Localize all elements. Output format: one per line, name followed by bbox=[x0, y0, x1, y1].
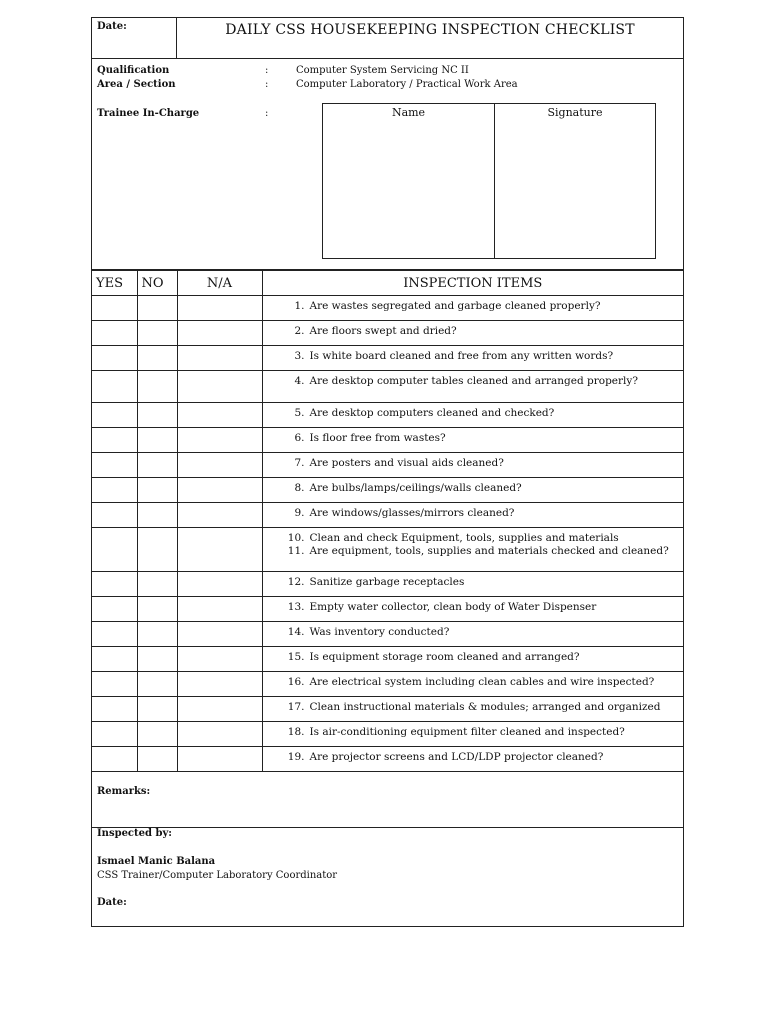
table-row bbox=[92, 321, 683, 346]
inspection-item bbox=[263, 528, 684, 545]
yes-checkbox-cell[interactable] bbox=[92, 747, 137, 772]
item-text: Is equipment storage room cleaned and arranged? bbox=[309, 651, 580, 663]
item-number: 7. bbox=[294, 457, 305, 469]
inspection-date-label: Date: bbox=[97, 897, 127, 908]
inspection-item bbox=[263, 697, 684, 714]
table-row bbox=[92, 346, 683, 371]
form-title: DAILY CSS HOUSEKEEPING INSPECTION CHECKLIST bbox=[225, 22, 635, 38]
trainee-signature-box bbox=[322, 103, 656, 259]
no-checkbox-cell[interactable] bbox=[137, 346, 177, 371]
na-checkbox-cell[interactable] bbox=[177, 672, 262, 697]
inspection-item bbox=[263, 647, 684, 664]
form-header bbox=[92, 18, 683, 59]
yes-checkbox-cell[interactable] bbox=[92, 403, 137, 428]
item-text: Empty water collector, clean body of Water Dispenser bbox=[309, 601, 597, 613]
inspected-section bbox=[92, 828, 683, 926]
yes-checkbox-cell[interactable] bbox=[92, 428, 137, 453]
inspector-name: Ismael Manic Balana bbox=[97, 856, 216, 867]
na-checkbox-cell[interactable] bbox=[177, 747, 262, 772]
yes-checkbox-cell[interactable] bbox=[92, 346, 137, 371]
table-row bbox=[92, 672, 683, 697]
item-text: Is floor free from wastes? bbox=[309, 432, 446, 444]
signature-column-header: Signature bbox=[547, 106, 603, 119]
no-checkbox-cell[interactable] bbox=[137, 672, 177, 697]
no-checkbox-cell[interactable] bbox=[137, 503, 177, 528]
inspection-item bbox=[263, 503, 684, 520]
date-label: Date: bbox=[97, 21, 127, 32]
trainee-label: Trainee In-Charge bbox=[97, 108, 200, 119]
item-text: Are floors swept and dried? bbox=[309, 325, 457, 337]
na-checkbox-cell[interactable] bbox=[177, 296, 262, 321]
table-row bbox=[92, 572, 683, 597]
yes-checkbox-cell[interactable] bbox=[92, 321, 137, 346]
table-row bbox=[92, 371, 683, 403]
inspection-item-cell bbox=[262, 572, 683, 597]
table-row bbox=[92, 428, 683, 453]
table-row bbox=[92, 528, 683, 572]
yes-checkbox-cell[interactable] bbox=[92, 453, 137, 478]
no-checkbox-cell[interactable] bbox=[137, 296, 177, 321]
inspection-item-cell bbox=[262, 296, 683, 321]
yes-checkbox-cell[interactable] bbox=[92, 622, 137, 647]
yes-checkbox-cell[interactable] bbox=[92, 478, 137, 503]
no-checkbox-cell[interactable] bbox=[137, 371, 177, 403]
table-row bbox=[92, 597, 683, 622]
table-row bbox=[92, 503, 683, 528]
no-checkbox-cell[interactable] bbox=[137, 321, 177, 346]
item-number: 18. bbox=[287, 726, 305, 738]
item-text: Clean and check Equipment, tools, supplies and materials bbox=[309, 532, 619, 544]
item-text: Are bulbs/lamps/ceilings/walls cleaned? bbox=[309, 482, 522, 494]
yes-checkbox-cell[interactable] bbox=[92, 371, 137, 403]
inspection-item-cell bbox=[262, 371, 683, 403]
yes-checkbox-cell[interactable] bbox=[92, 647, 137, 672]
inspection-item bbox=[263, 545, 684, 558]
name-column-header: Name bbox=[391, 106, 426, 119]
qualification-label: Qualification bbox=[97, 65, 170, 76]
na-checkbox-cell[interactable] bbox=[177, 428, 262, 453]
na-checkbox-cell[interactable] bbox=[177, 572, 262, 597]
yes-checkbox-cell[interactable] bbox=[92, 672, 137, 697]
inspection-item-cell bbox=[262, 403, 683, 428]
table-row bbox=[92, 296, 683, 321]
area-label: Area / Section bbox=[97, 79, 176, 90]
inspection-item-cell bbox=[262, 622, 683, 647]
inspection-item bbox=[263, 622, 684, 639]
item-text: Are electrical system including clean cables and wire inspected? bbox=[309, 676, 655, 688]
inspection-item bbox=[263, 478, 684, 495]
item-number: 11. bbox=[287, 545, 305, 557]
item-number: 17. bbox=[287, 701, 305, 713]
no-header: NO bbox=[137, 271, 177, 296]
checklist-form bbox=[91, 17, 684, 927]
no-checkbox-cell[interactable] bbox=[137, 647, 177, 672]
item-text: Are desktop computers cleaned and checked? bbox=[309, 407, 555, 419]
inspection-item bbox=[263, 371, 684, 388]
item-number: 8. bbox=[294, 482, 305, 494]
inspection-item-cell bbox=[262, 697, 683, 722]
yes-checkbox-cell[interactable] bbox=[92, 722, 137, 747]
na-checkbox-cell[interactable] bbox=[177, 528, 262, 572]
qualification-colon: : bbox=[265, 65, 269, 76]
area-value: Computer Laboratory / Practical Work Area bbox=[296, 79, 518, 90]
table-row bbox=[92, 478, 683, 503]
no-checkbox-cell[interactable] bbox=[137, 572, 177, 597]
na-checkbox-cell[interactable] bbox=[177, 371, 262, 403]
item-text: Sanitize garbage receptacles bbox=[309, 576, 465, 588]
signature-divider bbox=[494, 104, 495, 258]
trainee-colon: : bbox=[265, 108, 269, 119]
no-checkbox-cell[interactable] bbox=[137, 528, 177, 572]
inspection-items-header: INSPECTION ITEMS bbox=[262, 271, 683, 296]
yes-checkbox-cell[interactable] bbox=[92, 572, 137, 597]
inspection-item bbox=[263, 296, 684, 313]
na-checkbox-cell[interactable] bbox=[177, 697, 262, 722]
na-checkbox-cell[interactable] bbox=[177, 453, 262, 478]
item-number: 6. bbox=[294, 432, 305, 444]
inspection-item bbox=[263, 747, 684, 764]
table-row bbox=[92, 722, 683, 747]
inspection-item-cell bbox=[262, 597, 683, 622]
item-text: Are wastes segregated and garbage cleaned properly? bbox=[309, 300, 601, 312]
inspection-item bbox=[263, 572, 684, 589]
yes-checkbox-cell[interactable] bbox=[92, 597, 137, 622]
item-text: Is air-conditioning equipment filter cleaned and inspected? bbox=[309, 726, 625, 738]
yes-header: YES bbox=[92, 271, 137, 296]
yes-checkbox-cell[interactable] bbox=[92, 528, 137, 572]
no-checkbox-cell[interactable] bbox=[137, 428, 177, 453]
item-number: 2. bbox=[294, 325, 305, 337]
na-checkbox-cell[interactable] bbox=[177, 403, 262, 428]
qualification-value: Computer System Servicing NC II bbox=[296, 65, 469, 76]
inspection-item bbox=[263, 428, 684, 445]
na-header: N/A bbox=[177, 271, 262, 296]
na-checkbox-cell[interactable] bbox=[177, 321, 262, 346]
na-checkbox-cell[interactable] bbox=[177, 478, 262, 503]
inspection-item-cell bbox=[262, 453, 683, 478]
inspected-by-label: Inspected by: bbox=[97, 828, 172, 839]
inspection-item-cell bbox=[262, 428, 683, 453]
item-number: 16. bbox=[287, 676, 305, 688]
item-text: Are desktop computer tables cleaned and arranged properly? bbox=[309, 375, 638, 387]
table-row bbox=[92, 453, 683, 478]
item-number: 12. bbox=[287, 576, 305, 588]
inspection-item bbox=[263, 321, 684, 338]
no-checkbox-cell[interactable] bbox=[137, 747, 177, 772]
item-number: 5. bbox=[294, 407, 305, 419]
remarks-label: Remarks: bbox=[97, 786, 151, 797]
inspection-item bbox=[263, 597, 684, 614]
no-checkbox-cell[interactable] bbox=[137, 697, 177, 722]
yes-checkbox-cell[interactable] bbox=[92, 503, 137, 528]
date-cell[interactable] bbox=[92, 18, 177, 58]
na-checkbox-cell[interactable] bbox=[177, 722, 262, 747]
na-checkbox-cell[interactable] bbox=[177, 346, 262, 371]
inspection-item-cell bbox=[262, 346, 683, 371]
inspection-item-cell bbox=[262, 747, 683, 772]
area-colon: : bbox=[265, 79, 269, 90]
item-text: Is white board cleaned and free from any written words? bbox=[309, 350, 614, 362]
no-checkbox-cell[interactable] bbox=[137, 597, 177, 622]
table-row bbox=[92, 747, 683, 772]
no-checkbox-cell[interactable] bbox=[137, 403, 177, 428]
inspection-item-cell bbox=[262, 503, 683, 528]
item-number: 19. bbox=[287, 751, 305, 763]
item-number: 1. bbox=[294, 300, 305, 312]
no-checkbox-cell[interactable] bbox=[137, 622, 177, 647]
info-section bbox=[92, 59, 683, 270]
item-number: 13. bbox=[287, 601, 305, 613]
item-text: Are equipment, tools, supplies and materials checked and cleaned? bbox=[309, 545, 669, 557]
table-row bbox=[92, 697, 683, 722]
inspection-item-cell bbox=[262, 722, 683, 747]
item-number: 14. bbox=[287, 626, 305, 638]
item-text: Clean instructional materials & modules; arranged and organized bbox=[309, 701, 661, 713]
item-number: 10. bbox=[287, 532, 305, 544]
table-row bbox=[92, 403, 683, 428]
table-row bbox=[92, 647, 683, 672]
inspection-item bbox=[263, 403, 684, 420]
inspection-item bbox=[263, 672, 684, 689]
item-number: 9. bbox=[294, 507, 305, 519]
inspection-item-cell bbox=[262, 528, 683, 572]
inspection-item bbox=[263, 346, 684, 363]
inspector-title: CSS Trainer/Computer Laboratory Coordinator bbox=[97, 870, 338, 881]
item-number: 15. bbox=[287, 651, 305, 663]
no-checkbox-cell[interactable] bbox=[137, 722, 177, 747]
item-number: 3. bbox=[294, 350, 305, 362]
na-checkbox-cell[interactable] bbox=[177, 647, 262, 672]
yes-checkbox-cell[interactable] bbox=[92, 697, 137, 722]
item-text: Are posters and visual aids cleaned? bbox=[309, 457, 504, 469]
item-text: Was inventory conducted? bbox=[309, 626, 450, 638]
na-checkbox-cell[interactable] bbox=[177, 622, 262, 647]
item-number: 4. bbox=[294, 375, 305, 387]
no-checkbox-cell[interactable] bbox=[137, 478, 177, 503]
inspection-table bbox=[92, 270, 683, 772]
inspection-item-cell bbox=[262, 321, 683, 346]
remarks-section[interactable] bbox=[92, 772, 683, 828]
item-text: Are windows/glasses/mirrors cleaned? bbox=[309, 507, 515, 519]
inspection-item-cell bbox=[262, 672, 683, 697]
inspection-item-cell bbox=[262, 478, 683, 503]
inspection-item bbox=[263, 722, 684, 739]
item-text: Are projector screens and LCD/LDP projector cleaned? bbox=[309, 751, 604, 763]
inspection-item bbox=[263, 453, 684, 470]
no-checkbox-cell[interactable] bbox=[137, 453, 177, 478]
table-header-row bbox=[92, 271, 683, 296]
na-checkbox-cell[interactable] bbox=[177, 503, 262, 528]
yes-checkbox-cell[interactable] bbox=[92, 296, 137, 321]
inspection-item-cell bbox=[262, 647, 683, 672]
table-row bbox=[92, 622, 683, 647]
na-checkbox-cell[interactable] bbox=[177, 597, 262, 622]
